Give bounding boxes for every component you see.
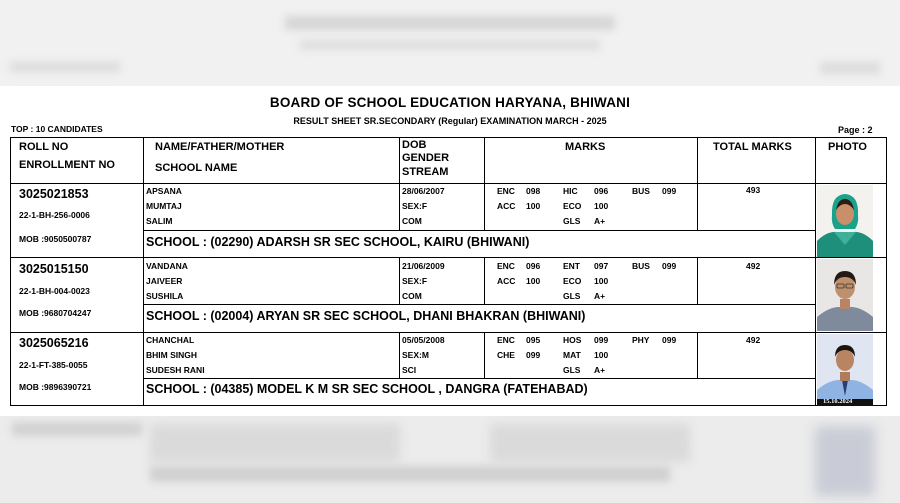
subject-mark: 100 xyxy=(526,276,541,286)
enrollment-number: 22-1-BH-004-0023 xyxy=(19,286,90,296)
subject-code: ECO xyxy=(563,201,582,211)
table-border-left xyxy=(10,137,11,406)
blurred-school xyxy=(150,466,670,482)
subject-mark: 098 xyxy=(526,186,541,196)
subject-code: GLS xyxy=(563,291,581,301)
subject-mark: 096 xyxy=(526,261,541,271)
subject-code: ENC xyxy=(497,261,515,271)
subject-mark: A+ xyxy=(594,216,606,226)
date-of-birth: 05/05/2008 xyxy=(402,335,445,345)
photo-date-stamp: 15.10.2024 xyxy=(823,397,853,405)
subject-mark: 100 xyxy=(594,201,609,211)
header-gender: GENDER xyxy=(402,152,450,164)
stream: COM xyxy=(402,216,422,226)
subject-mark: 099 xyxy=(526,350,541,360)
col-divider-total-2 xyxy=(697,257,698,305)
total-marks: 493 xyxy=(746,185,761,195)
subject-code: ENC xyxy=(497,335,515,345)
subject-mark: A+ xyxy=(594,365,606,375)
header-roll-no: ROLL NO xyxy=(19,141,69,153)
blurred-roll xyxy=(12,422,142,436)
subject-code: GLS xyxy=(563,365,581,375)
blurred-bottom-area xyxy=(0,416,900,503)
blurred-right-text xyxy=(820,62,880,74)
subject-code: HOS xyxy=(563,335,582,345)
table-border-right xyxy=(886,137,887,406)
stream: SCI xyxy=(402,365,417,375)
total-marks: 492 xyxy=(746,261,761,271)
header-school-name: SCHOOL NAME xyxy=(155,162,238,174)
top-candidates-label: TOP : 10 CANDIDATES xyxy=(11,124,103,134)
school-divider-3 xyxy=(143,378,816,379)
school-name: SCHOOL : (04385) MODEL K M SR SEC SCHOOL , DANGRA (FATEHABAD) xyxy=(146,382,588,396)
mother-name: SUDESH RANI xyxy=(146,365,205,375)
subject-code: ENT xyxy=(563,261,580,271)
subject-code: HIC xyxy=(563,186,578,196)
subject-code: ENC xyxy=(497,186,515,196)
col-divider-marks-head xyxy=(484,137,485,184)
school-name: SCHOOL : (02004) ARYAN SR SEC SCHOOL, DHANI BHAKRAN (BHIWANI) xyxy=(146,309,586,323)
result-sheet-subtitle: RESULT SHEET SR.SECONDARY (Regular) EXAMINATION MARCH - 2025 xyxy=(293,116,607,126)
subject-mark: 099 xyxy=(662,335,677,345)
candidate-name: VANDANA xyxy=(146,261,188,271)
school-name: SCHOOL : (02290) ADARSH SR SEC SCHOOL, KAIRU (BHIWANI) xyxy=(146,235,530,249)
school-divider-1 xyxy=(143,230,816,231)
date-of-birth: 28/06/2007 xyxy=(402,186,445,196)
total-marks: 492 xyxy=(746,335,761,345)
subject-code: BUS xyxy=(632,186,650,196)
subject-code: GLS xyxy=(563,216,581,226)
candidate-name: CHANCHAL xyxy=(146,335,195,345)
roll-number: 3025065216 xyxy=(19,336,89,350)
blurred-subtitle xyxy=(300,40,600,50)
blurred-title xyxy=(285,16,615,30)
gender: SEX:M xyxy=(402,350,429,360)
subject-code: PHY xyxy=(632,335,650,345)
col-divider-dob-1 xyxy=(399,183,400,231)
header-stream: STREAM xyxy=(402,166,449,178)
col-divider-roll xyxy=(143,137,144,406)
candidate-photo xyxy=(817,185,873,257)
roll-number: 3025015150 xyxy=(19,262,89,276)
mobile-number: MOB :9050500787 xyxy=(19,234,92,244)
subject-mark: 100 xyxy=(526,201,541,211)
header-dob: DOB xyxy=(402,139,427,151)
header-total-marks: TOTAL MARKS xyxy=(713,141,792,153)
subject-code: CHE xyxy=(497,350,515,360)
blurred-name xyxy=(150,424,400,462)
date-of-birth: 21/06/2009 xyxy=(402,261,445,271)
mother-name: SALIM xyxy=(146,216,173,226)
stream: COM xyxy=(402,291,422,301)
subject-mark: 097 xyxy=(594,261,609,271)
subject-code: ACC xyxy=(497,201,516,211)
header-photo: PHOTO xyxy=(828,141,867,153)
col-divider-dob-head xyxy=(399,137,400,184)
blurred-top-area xyxy=(0,0,900,86)
table-border-bottom xyxy=(10,405,887,406)
subject-code: MAT xyxy=(563,350,581,360)
father-name: MUMTAJ xyxy=(146,201,182,211)
row-divider-1 xyxy=(10,257,887,258)
row-divider-2 xyxy=(10,332,887,333)
subject-mark: 095 xyxy=(526,335,541,345)
header-enrollment-no: ENROLLMENT NO xyxy=(19,159,115,171)
gender: SEX:F xyxy=(402,201,428,211)
col-divider-total-head xyxy=(697,137,698,184)
candidate-photo xyxy=(817,259,873,331)
subject-code: BUS xyxy=(632,261,650,271)
subject-mark: 100 xyxy=(594,350,609,360)
col-divider-photo xyxy=(815,137,816,406)
subject-code: ACC xyxy=(497,276,516,286)
col-divider-total-1 xyxy=(697,183,698,231)
mother-name: SUSHILA xyxy=(146,291,184,301)
board-title: BOARD OF SCHOOL EDUCATION HARYANA, BHIWANI xyxy=(269,95,631,110)
result-table xyxy=(10,137,887,406)
roll-number: 3025021853 xyxy=(19,187,89,201)
table-border-top xyxy=(10,137,887,138)
subject-mark: 099 xyxy=(594,335,609,345)
page-number: Page : 2 xyxy=(838,125,873,135)
mobile-number: MOB :9896390721 xyxy=(19,382,92,392)
col-divider-dob-2 xyxy=(399,257,400,305)
col-divider-marks-1 xyxy=(484,183,485,231)
subject-mark: 100 xyxy=(594,276,609,286)
gender: SEX:F xyxy=(402,276,428,286)
enrollment-number: 22-1-FT-385-0055 xyxy=(19,360,88,370)
mobile-number: MOB :9680704247 xyxy=(19,308,92,318)
enrollment-number: 22-1-BH-256-0006 xyxy=(19,210,90,220)
subject-mark: A+ xyxy=(594,291,606,301)
father-name: JAIVEER xyxy=(146,276,183,286)
header-divider xyxy=(10,183,887,184)
school-divider-2 xyxy=(143,304,816,305)
father-name: BHIM SINGH xyxy=(146,350,197,360)
blurred-left-text xyxy=(10,62,120,72)
col-divider-total-3 xyxy=(697,332,698,379)
candidate-name: APSANA xyxy=(146,186,182,196)
candidate-photo xyxy=(817,334,873,406)
header-marks: MARKS xyxy=(565,141,606,153)
blurred-marks xyxy=(490,424,690,462)
col-divider-marks-2 xyxy=(484,257,485,305)
header-name: NAME/FATHER/MOTHER xyxy=(155,141,285,153)
subject-code: ECO xyxy=(563,276,582,286)
subject-mark: 099 xyxy=(662,186,677,196)
col-divider-marks-3 xyxy=(484,332,485,379)
subject-mark: 096 xyxy=(594,186,609,196)
subject-mark: 099 xyxy=(662,261,677,271)
col-divider-dob-3 xyxy=(399,332,400,379)
blurred-photo xyxy=(815,426,875,496)
